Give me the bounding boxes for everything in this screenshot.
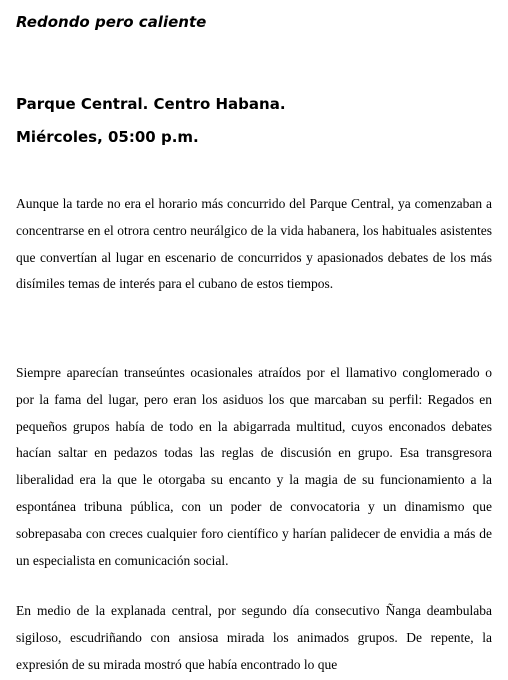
paragraph-3: En medio de la explanada central, por segundo día consecutivo Ñanga deambulaba sigiloso, escudriñando con ansiosa mirada los animados grupos. De repente, la expresión de su mirada mostró que había encontrado lo que xyxy=(16,603,492,672)
paragraph-2: Siempre aparecían transeúntes ocasionales atraídos por el llamativo conglomerado o por la fama del lugar, pero eran los asiduos los que marcaban su perfil: Regados en pequeños grupos había de todo en la abigarrada multitud, cuyos enconados debates hacían saltar en pedazos todas las reglas de discusión en grupo. Esa transgresora liberalidad era la que le otorgaba su encanto y la magia de su funcionamiento a la espontánea tribuna pública, con un poder de convocatoria y un dinamismo que sobrepasaba con creces cualquier foro científico y harían palidecer de envidia a más de un especialista en comunicación social. xyxy=(16,365,492,568)
chapter-title: Redondo pero caliente xyxy=(16,13,207,31)
location-heading: Parque Central. Centro Habana. xyxy=(16,95,286,113)
datetime-heading: Miércoles, 05:00 p.m. xyxy=(16,128,199,146)
paragraph-1: Aunque la tarde no era el horario más concurrido del Parque Central, ya comenzaban a concentrarse en el otrora centro neurálgico de la vida habanera, los habituales asistentes que convertían al lugar en escenario de concurridos y apasionados debates de los más disímiles temas de interés para el cubano de estos tiempos. xyxy=(16,196,492,292)
